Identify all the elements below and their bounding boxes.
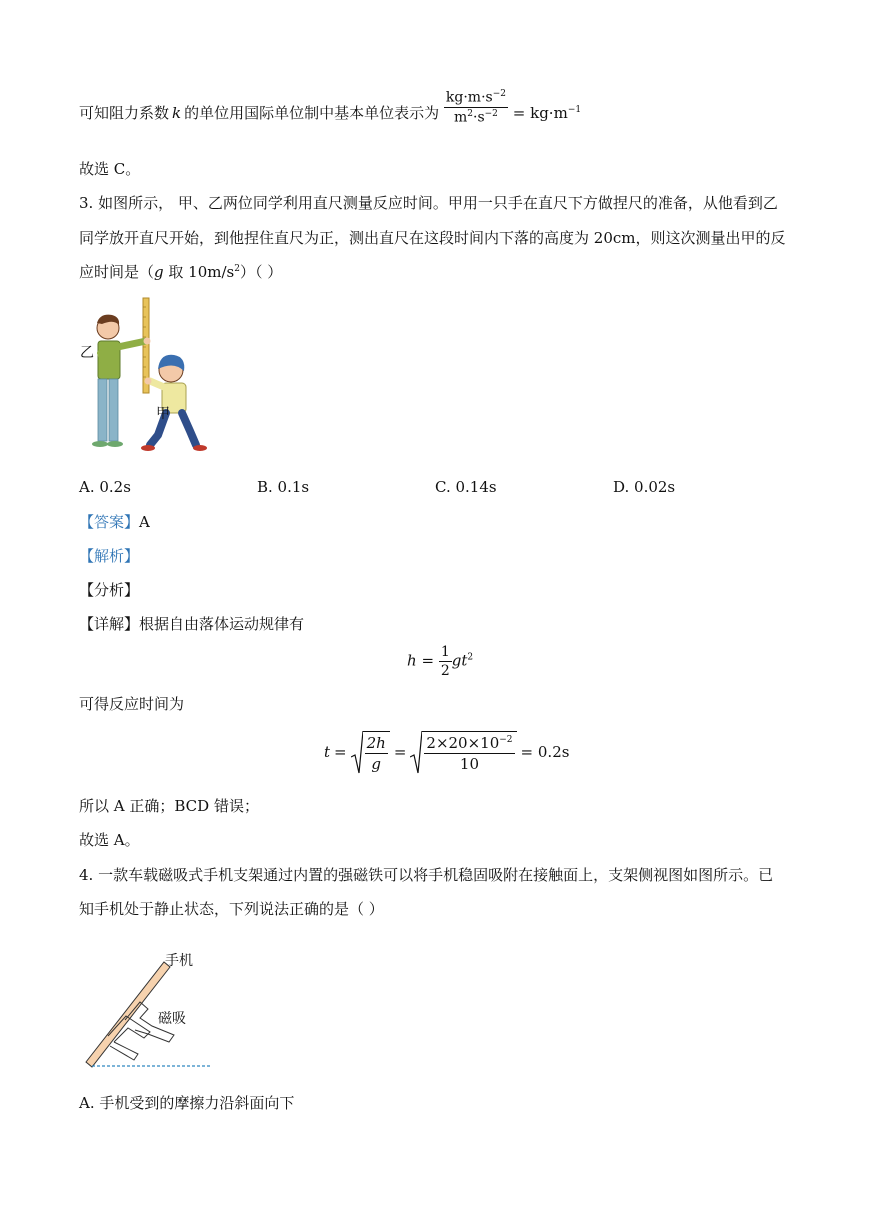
formula-reaction-time: t = $\frac{2h}{g}$ = $\frac{2\times 20\times 10^{-2}}{10}$ = 0.2s [324, 727, 569, 777]
q3-line-1: 3. 如图所示， 甲、乙两位同学利用直尺测量反应时间。甲用一只手在直尺下方做捏尺的准备，从他看到乙 [79, 194, 778, 212]
option-c: C. 0.14s [435, 478, 497, 496]
detail-text: 根据自由落体运动规律有 [139, 615, 305, 633]
option-a: A. 0.2s [79, 478, 131, 496]
detail-tag: 【详解】 [79, 615, 140, 633]
label-yi: 乙 [80, 345, 94, 361]
choose-c: 故选 C。 [79, 160, 141, 178]
q3-line-3: 应时间是（g 取 $10m/s^2$）（ ） [79, 263, 283, 281]
intro-text: 可知阻力系数 [79, 104, 170, 122]
intro-text-2: 的单位用国际单位制中基本单位表示为 [184, 104, 440, 122]
get-time-text: 可得反应时间为 [79, 695, 185, 713]
answer-value: A [139, 513, 150, 531]
frac-numerator: kg·m·s [445, 89, 493, 106]
q3-line-2: 同学放开直尺开始，到他捏住直尺为正，测出直尺在这段时间内下落的高度为 20cm，则这次测量出甲的反 [79, 229, 786, 247]
intro-line: 可知阻力系数 k 的单位用国际单位制中基本单位表示为 $\frac{kg\cdot m\cdot s^{-2}}{m^2\cdot s^{-2}}$ = $kg\cdot m^{-1}$ [79, 88, 582, 126]
q4-option-a: A. 手机受到的摩擦力沿斜面向下 [79, 1094, 295, 1112]
option-b: B. 0.1s [257, 478, 310, 496]
phone-holder-figure [82, 958, 212, 1070]
sqrt-sign-1 [351, 729, 363, 775]
student-yi [92, 315, 151, 447]
choose-a: 故选 A。 [79, 831, 140, 849]
option-d: D. 0.02s [613, 478, 676, 496]
analysis-tag: 【解析】 [79, 547, 140, 565]
answer-line [79, 511, 150, 532]
answer-tag: 【答案】 [79, 513, 140, 531]
unit-fraction: $\frac{kg\cdot m\cdot s^{-2}}{m^2\cdot s^{-2}}$ [445, 88, 506, 126]
unit-rhs: = kg·m [512, 104, 568, 122]
sqrt-sign-2 [410, 729, 422, 775]
fenxi-tag: 【分析】 [79, 581, 140, 599]
reaction-time-figure [78, 295, 218, 460]
q4-line-2: 知手机处于静止状态，下列说法正确的是（ ） [79, 900, 384, 918]
detail-line [79, 613, 304, 634]
label-phone: 手机 [165, 953, 193, 969]
k-symbol: k [172, 104, 182, 122]
label-jia: 甲 [156, 406, 170, 422]
q4-line-1: 4. 一款车载磁吸式手机支架通过内置的强磁铁可以将手机稳固吸附在接触面上，支架侧视图如图所示。已 [79, 866, 774, 884]
formula-free-fall: h = $\frac{1}{2}$ $gt^2$ [407, 644, 474, 679]
label-magnet: 磁吸 [158, 1011, 186, 1027]
conclusion-text: 所以 A 正确；BCD 错误； [79, 797, 259, 815]
student-jia [141, 355, 207, 451]
